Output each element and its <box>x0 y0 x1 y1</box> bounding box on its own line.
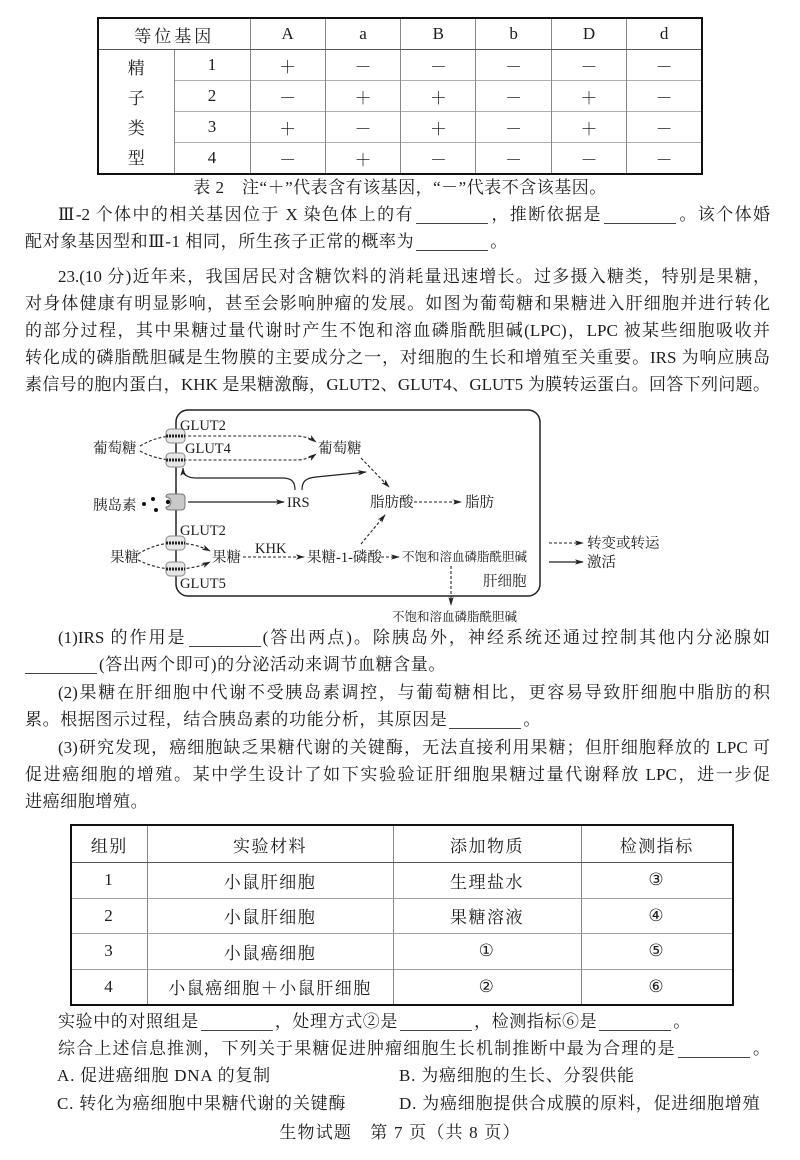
question-23-intro-line: 转化成的磷脂酰胆碱是生物膜的主要成分之一，对细胞的生长和增殖至关重要。IRS 为响应胰岛 <box>25 348 770 367</box>
cell-group: 3 <box>71 934 147 970</box>
text-segment: (1)IRS 的作用是 <box>58 628 187 647</box>
question-23-intro-line: 素信号的胞内蛋白，KHK 是果糖激酶，GLUT2、GLUT4、GLUT5 为膜转运蛋白。回答下列问题。 <box>25 375 770 394</box>
answer-blank <box>449 712 521 729</box>
cell-material: 小鼠肝细胞 <box>147 863 393 899</box>
gene-presence: － <box>476 112 551 143</box>
text-line <box>25 1035 770 1062</box>
option-c: C. 转化为癌细胞中果糖代谢的关键酶 <box>57 1094 347 1113</box>
gene-presence: － <box>551 50 626 81</box>
cell-material: 小鼠肝细胞 <box>147 898 393 934</box>
gene-presence: ＋ <box>250 112 325 143</box>
row-group-sperm-type <box>98 50 174 175</box>
cell-group: 4 <box>71 969 147 1005</box>
text-segment: ，推断依据是 <box>489 205 602 224</box>
answer-blank <box>678 1041 750 1058</box>
gene-presence: ＋ <box>401 81 476 112</box>
gene-presence: ＋ <box>551 112 626 143</box>
gene-presence: － <box>627 50 702 81</box>
option-b: B. 为癌细胞的生长、分裂供能 <box>399 1066 635 1085</box>
header-group: 组别 <box>71 825 147 863</box>
label-fructose-outside: 果糖 <box>110 550 139 566</box>
table-row <box>71 898 733 934</box>
gene-presence: － <box>401 50 476 81</box>
label-glut5: GLUT5 <box>180 576 226 592</box>
answer-blank <box>416 234 488 251</box>
bound-insulin-icon <box>166 500 170 504</box>
gene-presence: ＋ <box>401 112 476 143</box>
arrow-irs-activates-glut4 <box>183 468 295 490</box>
text-line <box>25 651 770 678</box>
label-fatty-acid: 脂肪酸 <box>370 495 414 511</box>
answer-blank <box>599 1014 671 1031</box>
text-segment: 。 <box>490 232 508 251</box>
cell-additive: ① <box>393 934 581 970</box>
label-glut2-upper: GLUT2 <box>180 418 226 434</box>
cell-group: 2 <box>71 898 147 934</box>
sperm-type-id: 4 <box>174 143 250 175</box>
insulin-molecule-icon <box>142 502 146 506</box>
header-gene: d <box>627 18 702 50</box>
text-segment: (答出两点)。除胰岛外，神经系统还通过控制其他内分泌腺如 <box>262 628 771 647</box>
row-group-char: 型 <box>127 149 145 168</box>
table-row <box>98 112 702 143</box>
page-footer: 生物试题 第 7 页（共 8 页） <box>279 1123 521 1142</box>
header-indicator: 检测指标 <box>581 825 733 863</box>
header-gene: b <box>476 18 551 50</box>
text-segment: 。该个体婚 <box>677 205 771 224</box>
gene-presence: － <box>551 143 626 175</box>
row-group-char: 子 <box>127 89 145 108</box>
question-23-intro-line: 23.(10 分)近年来，我国居民对含糖饮料的消耗量迅速增长。过多摄入糖类，特别是果糖， <box>58 267 770 286</box>
question-23-intro-line: 对身体健康有明显影响，甚至会影响肿瘤的发展。如图为葡萄糖和果糖进入肝细胞并进行转化 <box>25 294 770 313</box>
sperm-type-id: 3 <box>174 112 250 143</box>
legend-label-activate: 激活 <box>587 555 616 571</box>
text-line <box>25 201 770 228</box>
text-segment: ，检测指标⑥是 <box>474 1012 598 1031</box>
text-line: (3)研究发现，癌细胞缺乏果糖代谢的关键酶，无法直接利用果糖；但肝细胞释放的 LPC 可 <box>58 738 770 757</box>
label-fat: 脂肪 <box>465 495 494 511</box>
cell-indicator: ⑥ <box>581 969 733 1005</box>
table-row <box>71 934 733 970</box>
gene-presence: － <box>325 50 400 81</box>
label-glucose-inside: 葡萄糖 <box>318 441 362 457</box>
gene-presence: ＋ <box>325 143 400 175</box>
cell-indicator: ⑤ <box>581 934 733 970</box>
cell-material: 小鼠癌细胞＋小鼠肝细胞 <box>147 969 393 1005</box>
glut5-transporter-icon <box>166 562 185 576</box>
header-material: 实验材料 <box>147 825 393 863</box>
gene-presence: － <box>325 112 400 143</box>
arrow-irs-activates-fatty-acid <box>302 472 366 490</box>
cell-additive: 生理盐水 <box>393 863 581 899</box>
answer-blank <box>400 1014 472 1031</box>
gene-presence: ＋ <box>325 81 400 112</box>
gene-presence: － <box>627 143 702 175</box>
label-insulin: 胰岛素 <box>93 498 137 514</box>
text-segment: 。 <box>523 710 542 729</box>
answer-blank <box>25 657 97 674</box>
sperm-type-id: 2 <box>174 81 250 112</box>
text-line: 促进癌细胞的增殖。某中学生设计了如下实验验证肝细胞果糖过量代谢释放 LPC，进一步促 <box>25 765 770 784</box>
text-segment: (答出两个即可)的分泌活动来调节血糖含量。 <box>99 655 446 674</box>
table-caption: 表 2 注“＋”代表含有该基因，“－”代表不含该基因。 <box>193 178 607 197</box>
table-row <box>98 143 702 175</box>
label-fructose-1-phosphate: 果糖-1-磷酸 <box>307 550 382 566</box>
header-additive: 添加物质 <box>393 825 581 863</box>
text-line <box>25 624 770 651</box>
option-d: D. 为癌细胞提供合成膜的原料，促进细胞增殖 <box>399 1094 761 1113</box>
text-segment: 配对象基因型和Ⅲ-1 相同，所生孩子正常的概率为 <box>25 232 415 251</box>
table-row <box>71 969 733 1005</box>
liver-cell-diagram <box>0 400 800 632</box>
arrow-f1p-to-fatty-acid <box>361 515 385 544</box>
header-allele: 等位基因 <box>98 18 250 50</box>
table-row <box>98 50 702 81</box>
text-segment: ，处理方式②是 <box>274 1012 399 1031</box>
header-gene: a <box>325 18 400 50</box>
insulin-molecule-icon <box>154 508 158 512</box>
question-23-intro-line: 的部分过程，其中果糖过量代谢时产生不饱和溶血磷脂酰胆碱(LPC)，LPC 被某些细胞吸收并 <box>25 321 770 340</box>
label-lpc-released: 不饱和溶血磷脂酰胆碱 <box>392 610 518 624</box>
gene-presence: ＋ <box>250 50 325 81</box>
diagram-legend <box>549 535 660 571</box>
header-gene: A <box>250 18 325 50</box>
table-row <box>71 863 733 899</box>
text-line: 进癌细胞增殖。 <box>25 792 149 811</box>
text-segment: 累。根据图示过程，结合胰岛素的功能分析，其原因是 <box>25 710 448 729</box>
label-lpc-inside: 不饱和溶血磷脂酰胆碱 <box>402 550 528 564</box>
text-line <box>25 1008 770 1035</box>
label-glut4: GLUT4 <box>185 441 231 457</box>
cell-material: 小鼠癌细胞 <box>147 934 393 970</box>
option-a: A. 促进癌细胞 DNA 的复制 <box>57 1066 271 1085</box>
label-fructose-inside: 果糖 <box>212 550 241 566</box>
gene-presence: － <box>401 143 476 175</box>
gene-presence: ＋ <box>551 81 626 112</box>
text-segment: 。 <box>751 1039 770 1058</box>
label-glucose-outside: 葡萄糖 <box>93 441 137 457</box>
label-glut2-lower: GLUT2 <box>180 523 226 539</box>
gene-presence: － <box>476 143 551 175</box>
gene-table-header <box>98 18 702 50</box>
header-gene: D <box>551 18 626 50</box>
gene-presence: － <box>250 143 325 175</box>
text-line <box>25 228 770 255</box>
text-line <box>25 706 770 733</box>
text-segment: 。 <box>673 1012 691 1031</box>
answer-blank <box>189 630 261 647</box>
experiment-table <box>70 824 734 1006</box>
glut4-transporter-icon <box>166 453 185 467</box>
insulin-molecule-icon <box>151 497 155 501</box>
cell-additive: 果糖溶液 <box>393 898 581 934</box>
label-irs: IRS <box>287 495 310 511</box>
row-group-char: 精 <box>127 59 145 78</box>
label-liver-cell: 肝细胞 <box>483 574 527 590</box>
answer-blank <box>201 1014 273 1031</box>
sperm-type-id: 1 <box>174 50 250 81</box>
cell-indicator: ④ <box>581 898 733 934</box>
table-row <box>98 81 702 112</box>
gene-presence: － <box>476 81 551 112</box>
gene-presence: － <box>250 81 325 112</box>
label-khk: KHK <box>255 541 287 557</box>
gene-presence: － <box>476 50 551 81</box>
text-segment: 综合上述信息推测，下列关于果糖促进肿瘤细胞生长机制推断中最为合理的是 <box>58 1039 676 1058</box>
cell-indicator: ③ <box>581 863 733 899</box>
text-line: (2)果糖在肝细胞中代谢不受胰岛素调控，与葡萄糖相比，更容易导致肝细胞中脂肪的积 <box>58 683 770 702</box>
answer-blank <box>604 207 676 224</box>
experiment-table-header <box>71 825 733 863</box>
gene-table <box>97 17 703 175</box>
cell-group: 1 <box>71 863 147 899</box>
row-group-char: 类 <box>127 119 145 138</box>
gene-presence: － <box>627 112 702 143</box>
legend-label-transform: 转变或转运 <box>587 536 660 552</box>
header-gene: B <box>401 18 476 50</box>
gene-presence: － <box>627 81 702 112</box>
answer-blank <box>416 207 488 224</box>
text-segment: 实验中的对照组是 <box>58 1012 199 1031</box>
cell-additive: ② <box>393 969 581 1005</box>
text-segment: Ⅲ-2 个体中的相关基因位于 X 染色体上的有 <box>58 205 414 224</box>
